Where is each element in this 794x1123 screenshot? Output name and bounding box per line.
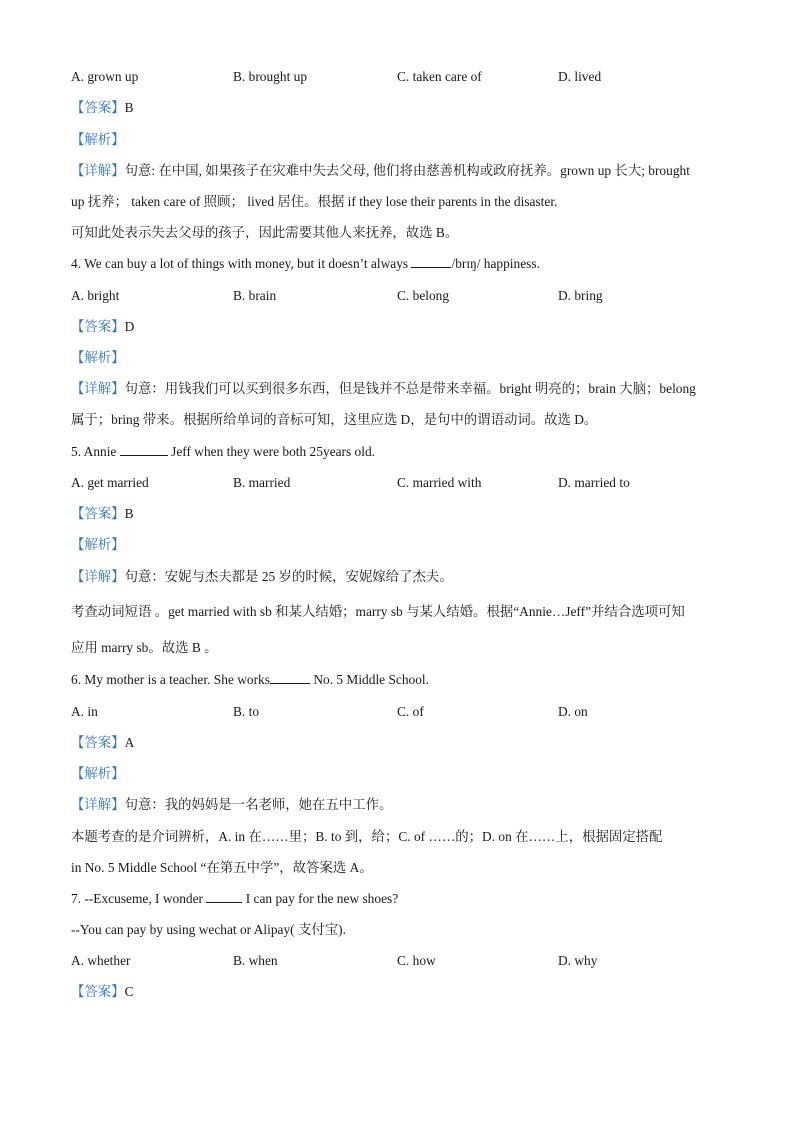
answer-blank	[411, 255, 451, 268]
detail-text: 句意：用钱我们可以买到很多东西，但是钱并不总是带来幸福。bright 明亮的；brain 大脑；belong	[124, 381, 696, 396]
option-d: D. married to	[558, 475, 630, 490]
analysis-label: 【解析】	[71, 766, 125, 781]
answer-value: B	[124, 506, 134, 521]
answer-label: 【答案】	[71, 984, 125, 999]
option-d: D. lived	[558, 69, 602, 84]
analysis-label: 【解析】	[71, 132, 125, 147]
stem-text: 5. Annie	[71, 444, 117, 459]
answer-value: B	[124, 100, 134, 115]
answer-blank	[120, 443, 168, 456]
answer-line	[71, 505, 134, 523]
detail-text: 句意：安妮与杰夫都是 25 岁的时候，安妮嫁给了杰夫。	[124, 569, 453, 584]
detail-text: 可知此处表示失去父母的孩子，因此需要其他人来抚养，故选 B。	[71, 225, 459, 240]
answer-line	[71, 318, 134, 336]
answer-label: 【答案】	[71, 735, 125, 750]
stem-text: No. 5 Middle School.	[313, 672, 430, 687]
stem-text: Jeff when they were both 25years old.	[171, 444, 376, 459]
question-stem	[71, 255, 540, 273]
detail-label: 【详解】	[71, 381, 125, 396]
option-d: D. why	[558, 953, 598, 968]
detail-line	[71, 162, 690, 180]
analysis-label: 【解析】	[71, 350, 125, 365]
option-d: D. bring	[558, 288, 603, 303]
detail-text: 句意: 在中国, 如果孩子在灾难中失去父母, 他们将由慈善机构或政府抚养。grown up 长大; brought	[124, 163, 690, 178]
answer-value: C	[124, 984, 134, 999]
answer-line	[71, 99, 134, 117]
detail-line	[71, 796, 392, 814]
answer-blank	[270, 671, 310, 684]
option-c: C. belong	[397, 288, 450, 303]
detail-text: 考查动词短语 。get married with sb 和某人结婚；marry sb 与某人结婚。根据“Annie…Jeff”并结合选项可知	[71, 604, 685, 619]
stem-text: 7. --Excuseme, I wonder	[71, 891, 203, 906]
analysis-label: 【解析】	[71, 537, 125, 552]
answer-label: 【答案】	[71, 506, 125, 521]
detail-text: in No. 5 Middle School “在第五中学”，故答案选 A。	[71, 860, 373, 875]
dialogue-reply: --You can pay by using wechat or Alipay( 支付宝).	[71, 922, 346, 937]
option-a: A. grown up	[71, 69, 139, 84]
question-stem	[71, 671, 429, 689]
stem-text: /brɪŋ/ happiness.	[451, 256, 540, 271]
detail-text: 属于；bring 带来。根据所给单词的音标可知，这里应选 D，是句中的谓语动词。故选 D。	[71, 412, 598, 427]
option-a: A. in	[71, 704, 98, 719]
answer-value: A	[124, 735, 135, 750]
detail-line	[71, 380, 696, 398]
option-d: D. on	[558, 704, 588, 719]
option-c: C. how	[397, 953, 436, 968]
stem-text: I can pay for the new shoes?	[245, 891, 399, 906]
answer-blank	[206, 890, 242, 903]
answer-label: 【答案】	[71, 319, 125, 334]
stem-text: 4. We can buy a lot of things with money, but it doesn’t always	[71, 256, 409, 271]
option-b: B. when	[233, 953, 278, 968]
option-b: B. married	[233, 475, 291, 490]
option-b: B. to	[233, 704, 260, 719]
answer-label: 【答案】	[71, 100, 125, 115]
detail-label: 【详解】	[71, 163, 125, 178]
detail-label: 【详解】	[71, 797, 125, 812]
option-b: B. brain	[233, 288, 277, 303]
option-a: A. get married	[71, 475, 149, 490]
option-a: A. bright	[71, 288, 120, 303]
option-c: C. of	[397, 704, 424, 719]
detail-line	[71, 568, 453, 586]
detail-label: 【详解】	[71, 569, 125, 584]
question-stem	[71, 890, 398, 908]
option-b: B. brought up	[233, 69, 308, 84]
stem-text: 6. My mother is a teacher. She works	[71, 672, 270, 687]
option-a: A. whether	[71, 953, 131, 968]
option-c: C. taken care of	[397, 69, 482, 84]
question-stem	[71, 443, 375, 461]
detail-text: up 抚养； taken care of 照顾； lived 居住。根据 if they lose their parents in the disaster.	[71, 194, 558, 209]
detail-text: 句意：我的妈妈是一名老师，她在五中工作。	[124, 797, 393, 812]
detail-text: 本题考查的是介词辨析，A. in 在……里；B. to 到，给；C. of ……的；D. on 在……上，根据固定搭配	[71, 829, 663, 844]
answer-line	[71, 983, 134, 1001]
option-c: C. married with	[397, 475, 482, 490]
detail-text: 应用 marry sb。故选 B 。	[71, 640, 218, 655]
answer-line	[71, 734, 134, 752]
answer-value: D	[124, 319, 135, 334]
